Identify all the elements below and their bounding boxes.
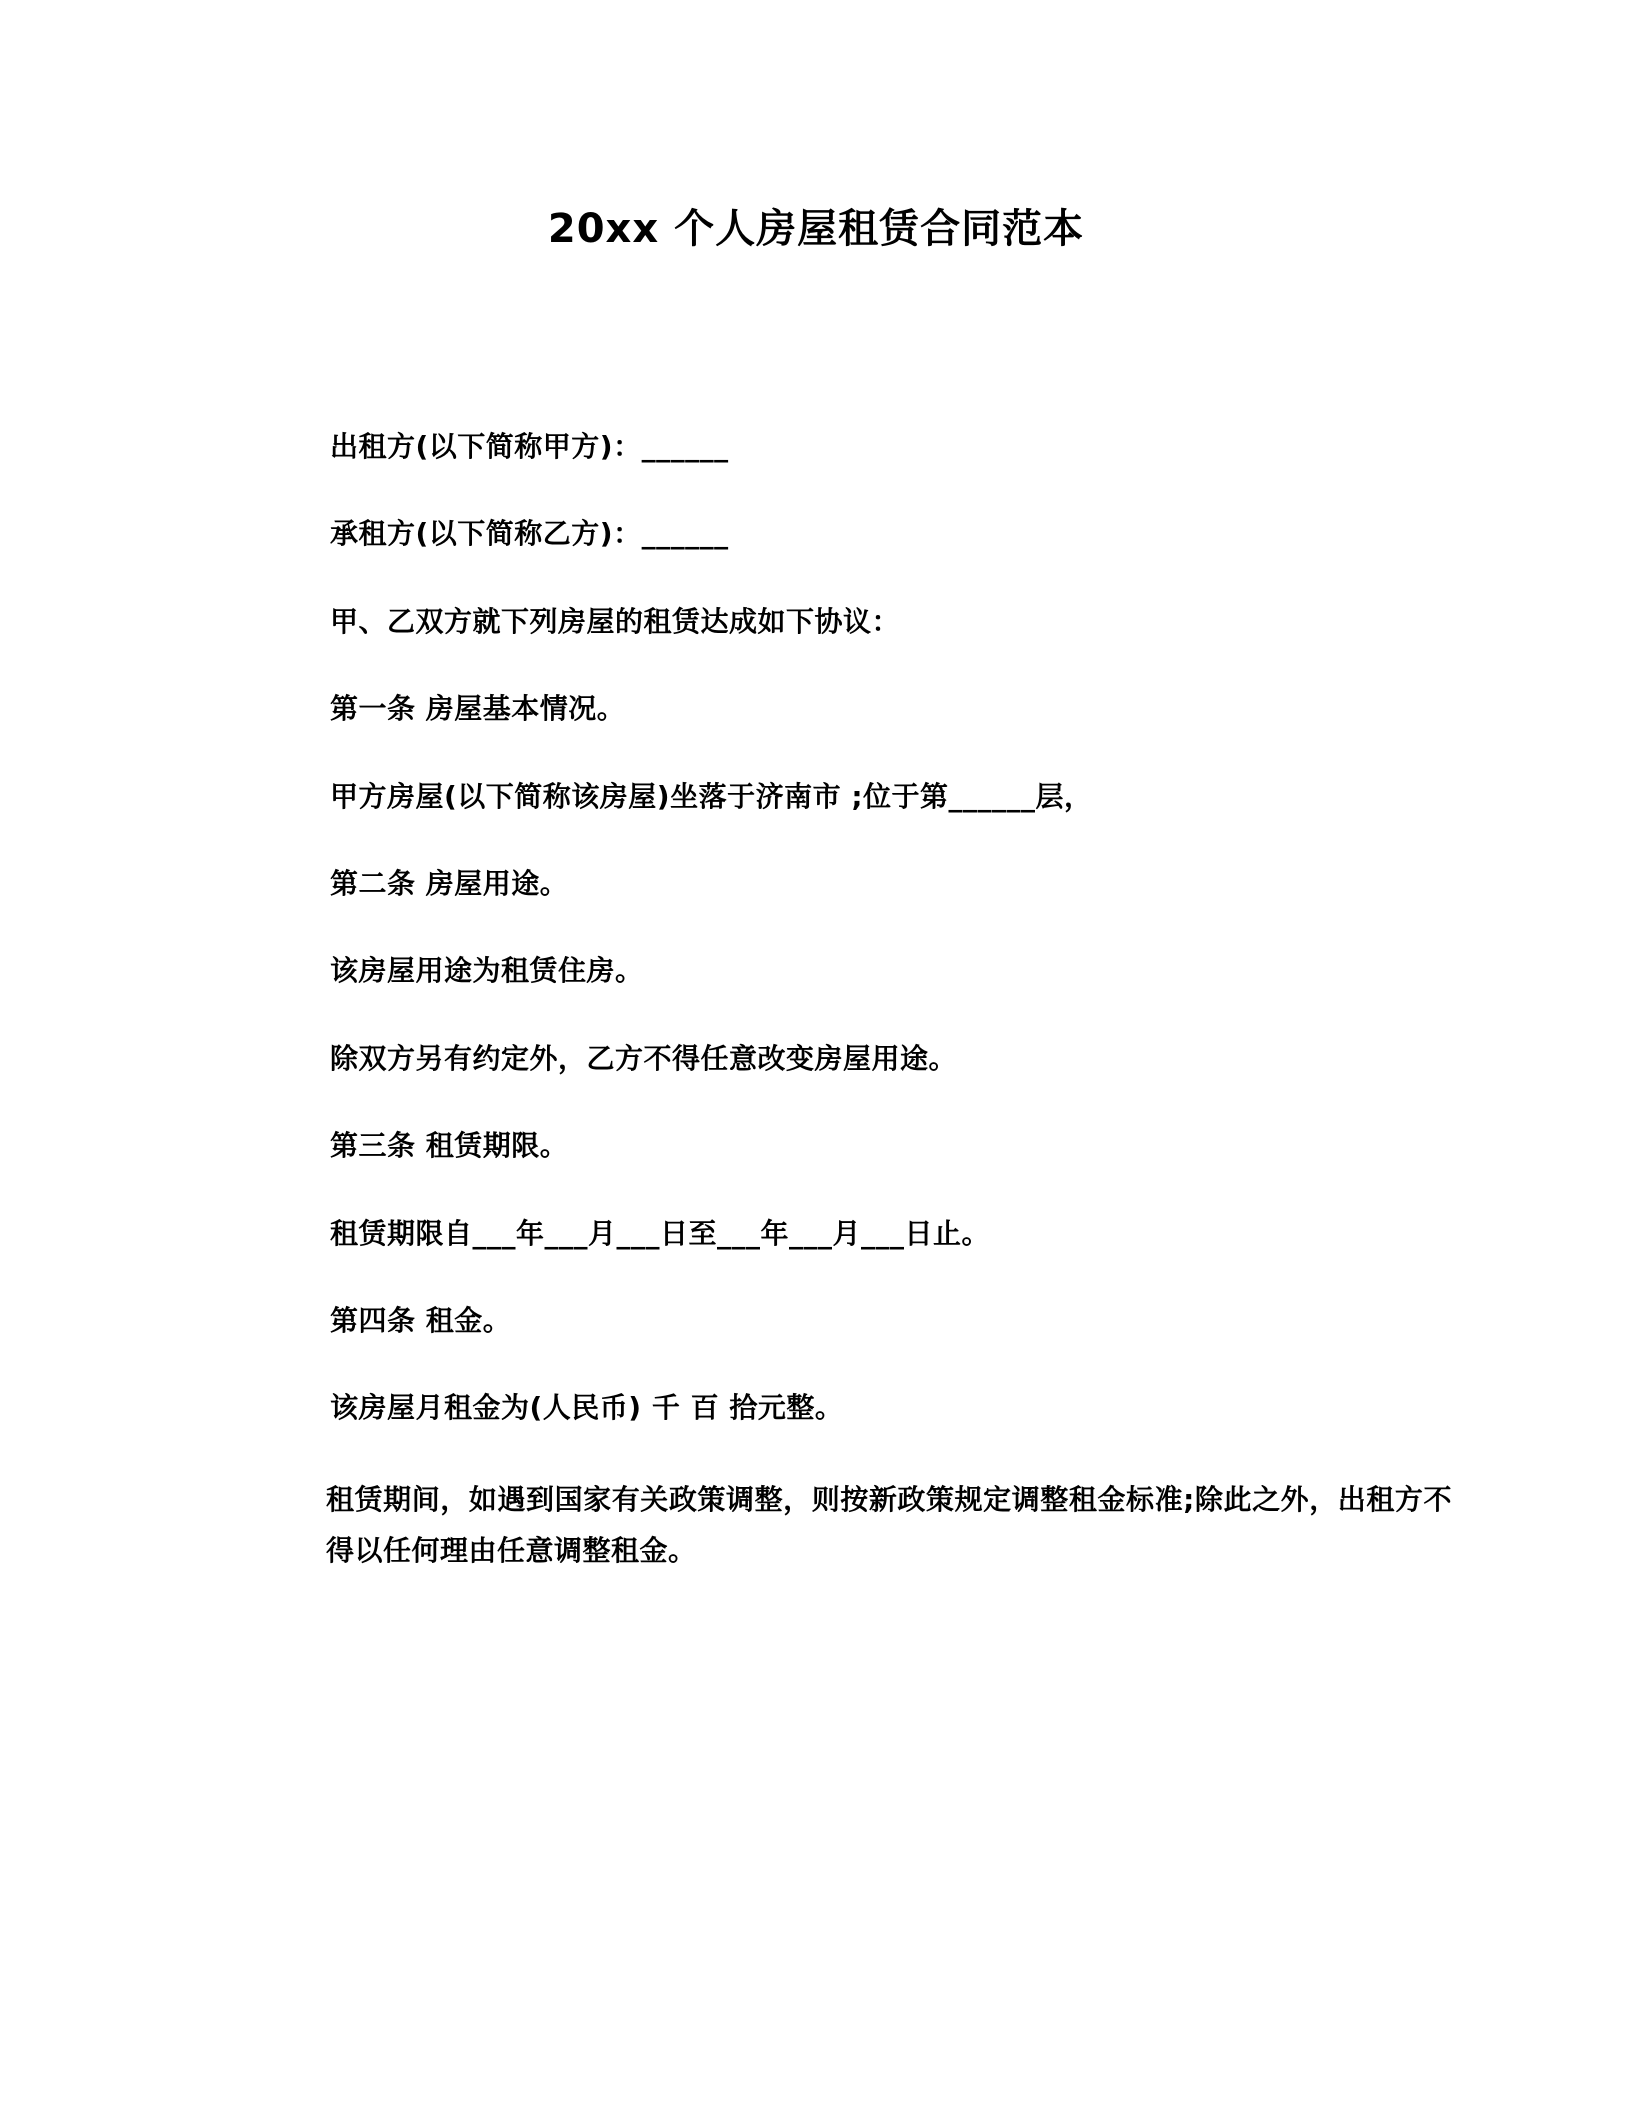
paragraph-article-2-body-1: 该房屋用途为租赁住房。 [330,954,644,988]
paragraph-article-2-body-2: 除双方另有约定外，乙方不得任意改变房屋用途。 [330,1041,958,1075]
paragraph-article-1-body: 甲方房屋(以下简称该房屋)坐落于济南市 ;位于第______层， [330,779,1093,813]
paragraph-article-4-body-1: 该房屋月租金为(人民币) 千 百 拾元整。 [330,1391,844,1425]
page-title: 20xx 个人房屋租赁合同范本 [547,206,1085,252]
paragraph-article-4-heading: 第四条 租金。 [330,1303,512,1337]
document-body [0,425,1632,1577]
paragraph-article-1-heading: 第一条 房屋基本情况。 [330,692,626,726]
paragraph-article-4-body-2: 租赁期间，如遇到国家有关政策调整，则按新政策规定调整租金标准;除此之外，出租方不得以任何理由任意调整租金。 [326,1482,1452,1568]
paragraph-lessor: 出租方(以下简称甲方)：______ [330,430,729,463]
paragraph-article-3-body: 租赁期限自___年___月___日至___年___月___日止。 [330,1216,991,1250]
paragraph-article-3-heading: 第三条 租赁期限。 [330,1129,569,1163]
paragraph-article-2-heading: 第二条 房屋用途。 [330,866,569,900]
paragraph-lessee: 承租方(以下简称乙方)：______ [330,517,729,551]
paragraph-agreement-intro: 甲、乙双方就下列房屋的租赁达成如下协议： [330,604,901,638]
